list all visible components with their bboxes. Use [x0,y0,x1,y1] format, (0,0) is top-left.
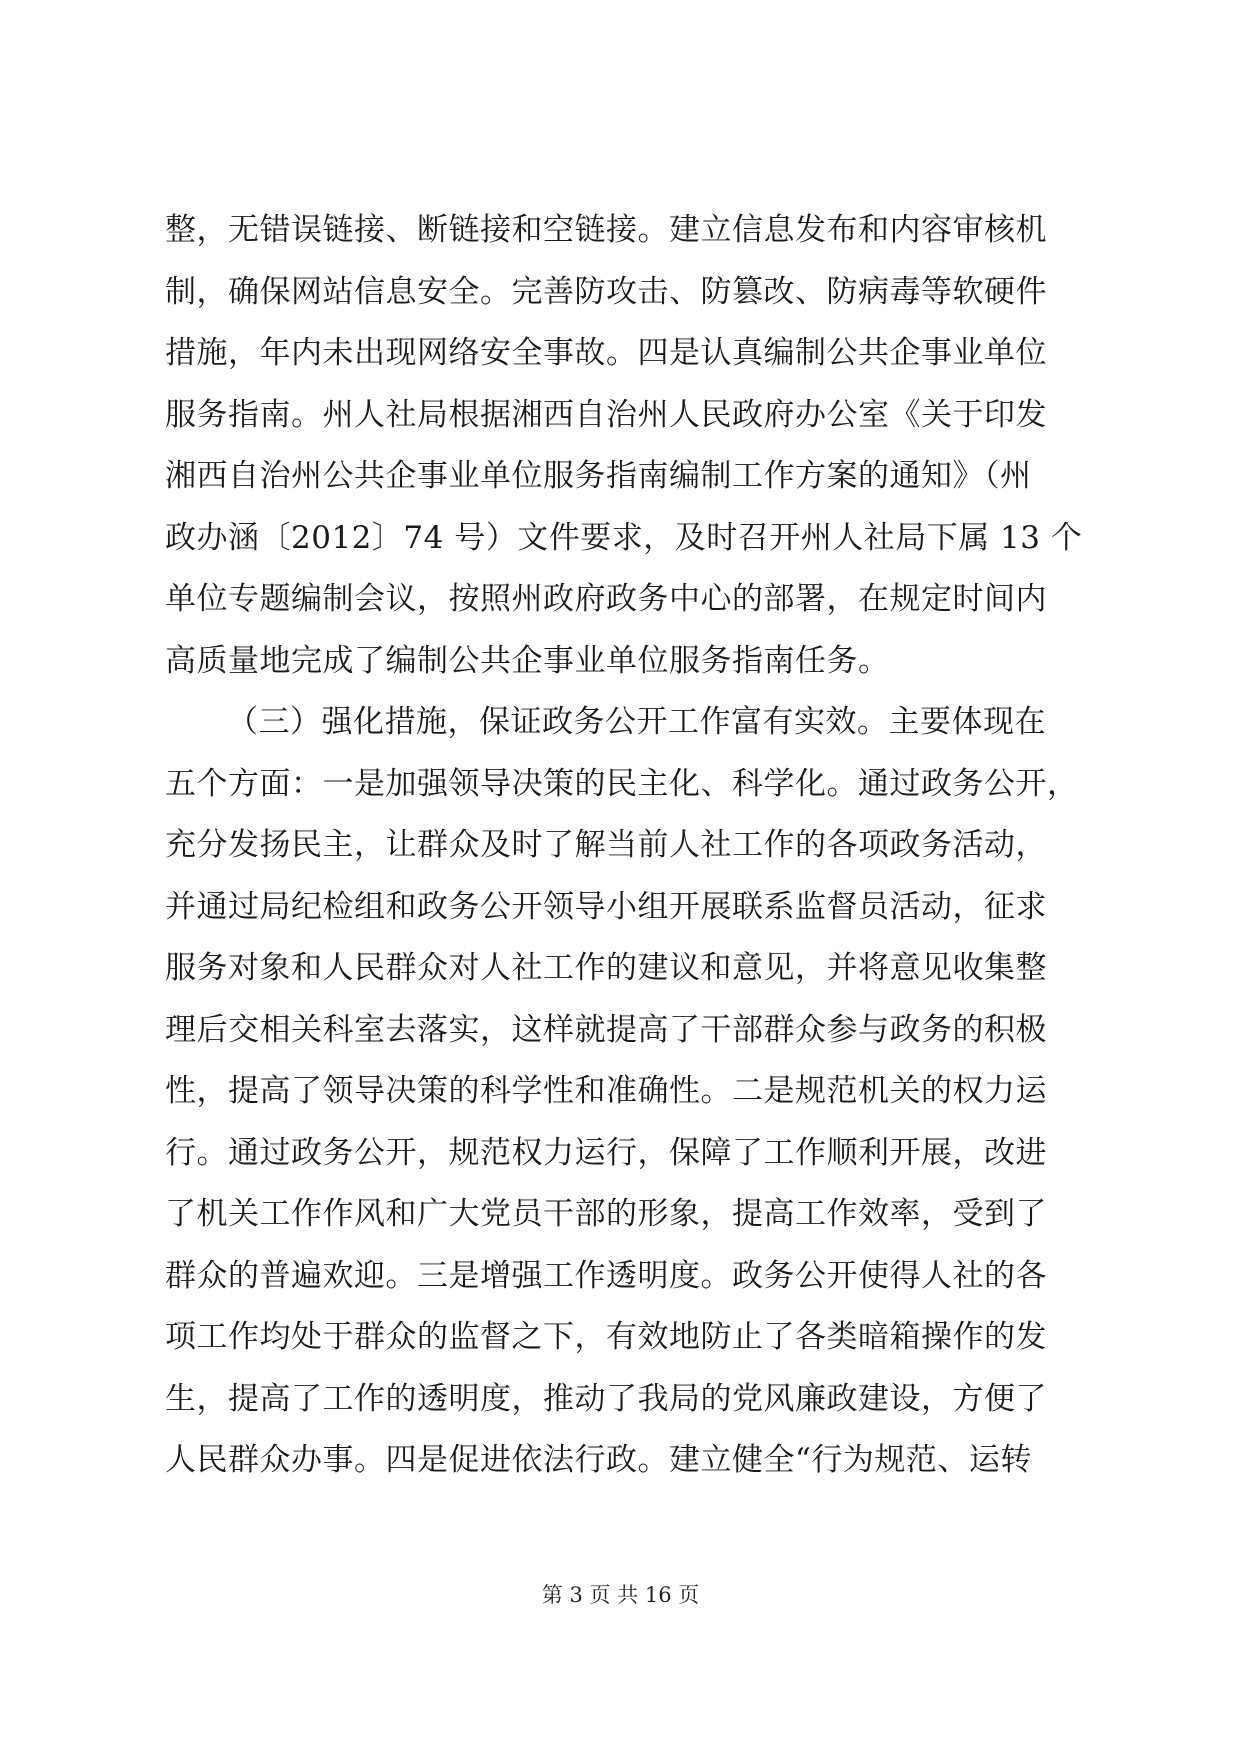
text-line: 政办涵〔2012〕74 号）文件要求，及时召开州人社局下属 13 个 [165,519,1083,556]
text-line: 单位专题编制会议，按照州政府政务中心的部署，在规定时间内 [165,581,1047,617]
text-line: 理后交相关科室去落实，这样就提高了干部群众参与政务的积极 [165,1011,1047,1048]
text-line: 群众的普遍欢迎。三是增强工作透明度。政务公开使得人社的各 [165,1257,1047,1294]
text-line: 高质量地完成了编制公共企事业单位服务指南任务。 [165,642,890,679]
page-footer: 第 3 页 共 16 页 [541,1583,700,1607]
text-line: 服务指南。州人社局根据湘西自治州人民政府办公室《关于印发 [165,396,1047,433]
document-body [165,200,1105,1492]
text-line: 并通过局纪检组和政务公开领导小组开展联系监督员活动，征求 [165,888,1047,925]
text-line: 生，提高了工作的透明度，推动了我局的党风廉政建设，方便了 [165,1380,1047,1417]
text-line: 了机关工作作风和广大党员干部的形象，提高工作效率，受到了 [165,1196,1047,1232]
text-line: 项工作均处于群众的监督之下，有效地防止了各类暗箱操作的发 [165,1319,1047,1355]
text-line: 充分发扬民主，让群众及时了解当前人社工作的各项政务活动， [165,827,1047,863]
text-line: 湘西自治州公共企事业单位服务指南编制工作方案的通知》（州 [165,458,1032,494]
text-line: 性，提高了领导决策的科学性和准确性。二是规范机关的权力运 [165,1073,1047,1109]
text-line: 五个方面：一是加强领导决策的民主化、科学化。通过政务公开， [165,765,1079,802]
text-line: 人民群众办事。四是促进依法行政。建立健全“行为规范、运转 [165,1442,1032,1478]
text-line: 措施，年内未出现网络安全事故。四是认真编制公共企事业单位 [165,335,1047,371]
text-line: 服务对象和人民群众对人社工作的建议和意见，并将意见收集整 [165,950,1047,986]
text-line: 行。通过政务公开，规范权力运行，保障了工作顺利开展，改进 [165,1134,1047,1171]
text-line: 整，无错误链接、断链接和空链接。建立信息发布和内容审核机 [165,212,1047,248]
text-line: （三）强化措施，保证政务公开工作富有实效。主要体现在 [227,704,1046,740]
text-line: 制，确保网站信息安全。完善防攻击、防篡改、防病毒等软硬件 [165,273,1047,310]
